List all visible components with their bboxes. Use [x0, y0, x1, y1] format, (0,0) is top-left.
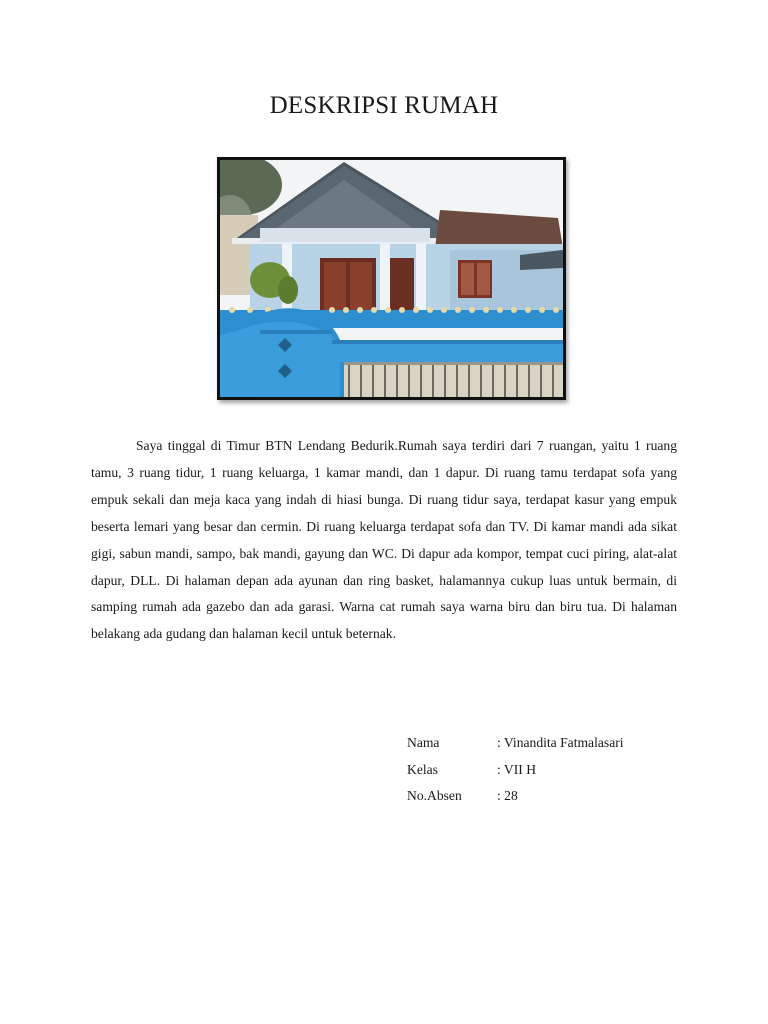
identity-value: : VII H: [497, 761, 537, 777]
identity-row-name: [407, 730, 624, 757]
house-photo-illustration: [220, 160, 563, 397]
page-title: DESKRIPSI RUMAH: [269, 92, 499, 119]
student-identity: [407, 730, 624, 810]
identity-row-absence-number: [407, 783, 624, 810]
identity-value: : 28: [497, 788, 518, 804]
identity-row-class: [407, 757, 624, 784]
identity-label: Nama: [407, 735, 440, 751]
identity-label: Kelas: [407, 761, 438, 777]
description-paragraph: Saya tinggal di Timur BTN Lendang Bedurik.Rumah saya terdiri dari 7 ruangan, yaitu 1 ruang tamu, 3 ruang tidur, 1 ruang keluarga, 1 kamar mandi, dan 1 dapur. Di ruang tamu terdapat sofa yang empuk sekali dan meja kaca yang indah di hiasi bunga. Di ruang tidur saya, terdapat kasur yang empuk beserta lemari yang besar dan cermin. Di ruang keluarga terdapat sofa dan TV. Di kamar mandi ada sikat gigi, sabun mandi, sampo, bak mandi, gayung dan WC. Di dapur ada kompor, tempat cuci piring, alat-alat dapur, DLL. Di halaman depan ada ayunan dan ring basket, halamannya cukup luas untuk bermain, di samping rumah ada gazebo dan ada garasi. Warna cat rumah saya warna biru dan biru tua. Di halaman belakang ada gudang dan halaman kecil untuk beternak.: [91, 438, 677, 642]
identity-value: : Vinandita Fatmalasari: [497, 735, 624, 751]
identity-label: No.Absen: [407, 788, 462, 804]
house-photo: [217, 157, 566, 400]
